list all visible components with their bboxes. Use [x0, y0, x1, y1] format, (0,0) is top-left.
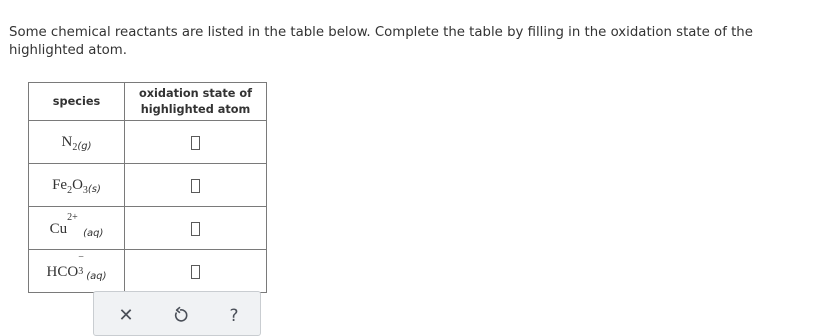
- answer-cell: [125, 164, 267, 207]
- answer-input[interactable]: [191, 179, 200, 193]
- clear-button[interactable]: ✕: [118, 305, 134, 326]
- answer-input[interactable]: [191, 136, 200, 150]
- species-cu2plus: Cu 2+ $_{(aq)}$: [49, 211, 104, 239]
- header-oxidation-line2: highlighted atom: [140, 102, 251, 116]
- answer-cell: [125, 207, 267, 250]
- header-oxidation-line1: oxidation state of: [138, 86, 253, 100]
- question-text: Some chemical reactants are listed in the table below. Complete the table by filling in the oxidation state of the highlighted atom.: [9, 25, 753, 58]
- species-hco3minus: HCO − 3 $_{(aq)}$: [46, 251, 107, 282]
- answer-toolbar: [93, 291, 261, 336]
- answer-input[interactable]: [191, 222, 200, 236]
- undo-icon: [172, 306, 188, 324]
- undo-button[interactable]: [168, 306, 192, 324]
- species-cell: [29, 207, 125, 250]
- table-row: [29, 250, 267, 293]
- table-row: [29, 164, 267, 207]
- species-cell: [29, 164, 125, 207]
- species-n2: $N_{2(g)}$: [61, 134, 92, 153]
- header-species: species: [29, 83, 125, 121]
- species-cell: [29, 121, 125, 164]
- table-row: [29, 121, 267, 164]
- help-button[interactable]: ?: [229, 306, 239, 326]
- header-oxidation-state: [125, 83, 267, 121]
- answer-input[interactable]: [191, 265, 200, 279]
- species-cell: [29, 250, 125, 293]
- oxidation-state-table: [28, 82, 267, 293]
- species-fe2o3: $Fe_2O_{3(s)}$: [52, 177, 101, 196]
- answer-cell: [125, 121, 267, 164]
- answer-cell: [125, 250, 267, 293]
- table-row: [29, 207, 267, 250]
